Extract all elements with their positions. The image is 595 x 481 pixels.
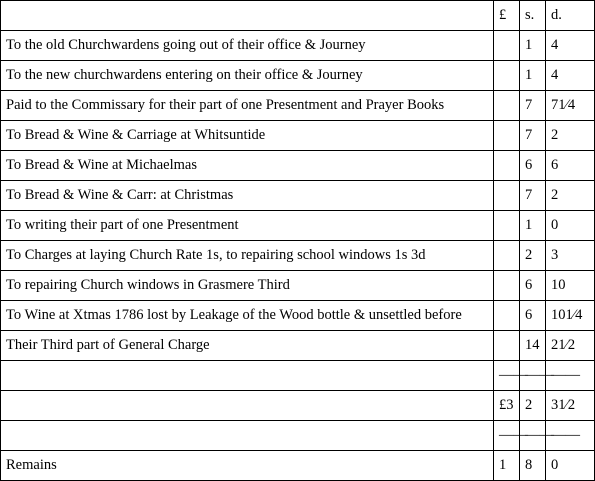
- entry-description-cell: Remains: [1, 451, 494, 481]
- ledger-entry-row: [1, 181, 595, 211]
- entry-shillings-cell: 2: [520, 391, 546, 421]
- entry-description-cell: To repairing Church windows in Grasmere Third: [1, 271, 494, 301]
- entry-pence-cell: 0: [546, 451, 595, 481]
- remains-row: [1, 451, 595, 481]
- entry-shillings-cell: 8: [520, 451, 546, 481]
- entry-shillings-cell: 7: [520, 91, 546, 121]
- entry-description-cell: [1, 361, 494, 391]
- ledger-entry-row: [1, 61, 595, 91]
- entry-pounds-cell: [494, 31, 520, 61]
- entry-description-cell: To Bread & Wine & Carr: at Christmas: [1, 181, 494, 211]
- total-row: [1, 391, 595, 421]
- entry-shillings-cell: ——: [520, 421, 546, 451]
- entry-description-cell: To Bread & Wine & Carriage at Whitsuntide: [1, 121, 494, 151]
- entry-pence-cell: 2: [546, 121, 595, 151]
- entry-shillings-cell: 7: [520, 121, 546, 151]
- entry-pence-cell: ——: [546, 361, 595, 391]
- entry-shillings-cell: 1: [520, 61, 546, 91]
- entry-description-cell: [1, 391, 494, 421]
- entry-description-cell: To the new churchwardens entering on their office & Journey: [1, 61, 494, 91]
- entry-description-cell: To writing their part of one Presentment: [1, 211, 494, 241]
- entry-shillings-cell: 6: [520, 301, 546, 331]
- entry-pounds-cell: [494, 61, 520, 91]
- entry-pounds-cell: [494, 301, 520, 331]
- entry-pence-cell: 71⁄4: [546, 91, 595, 121]
- entry-shillings-cell: 14: [520, 331, 546, 361]
- entry-pounds-cell: [494, 241, 520, 271]
- ledger-entry-row: [1, 31, 595, 61]
- entry-pence-cell: ——: [546, 421, 595, 451]
- entry-pounds-cell: [494, 121, 520, 151]
- entry-pounds-cell: [494, 91, 520, 121]
- entry-pounds-cell: [494, 271, 520, 301]
- entry-pounds-cell: £3: [494, 391, 520, 421]
- entry-description-cell: To Wine at Xtmas 1786 lost by Leakage of the Wood bottle & unsettled before: [1, 301, 494, 331]
- pounds-header: £: [494, 1, 520, 31]
- entry-pounds-cell: 1: [494, 451, 520, 481]
- ledger-entry-row: [1, 271, 595, 301]
- description-header: [1, 1, 494, 31]
- ledger-entry-row: [1, 241, 595, 271]
- entry-pence-cell: 4: [546, 61, 595, 91]
- rule-row: [1, 421, 595, 451]
- entry-shillings-cell: 2: [520, 241, 546, 271]
- entry-pounds-cell: ——: [494, 361, 520, 391]
- ledger-entry-row: [1, 211, 595, 241]
- entry-description-cell: Paid to the Commissary for their part of one Presentment and Prayer Books: [1, 91, 494, 121]
- entry-description-cell: [1, 421, 494, 451]
- entry-pence-cell: 10: [546, 271, 595, 301]
- entry-description-cell: To the old Churchwardens going out of their office & Journey: [1, 31, 494, 61]
- entry-pounds-cell: [494, 181, 520, 211]
- entry-shillings-cell: 1: [520, 211, 546, 241]
- entry-pence-cell: 31⁄2: [546, 391, 595, 421]
- ledger-entry-row: [1, 301, 595, 331]
- entry-pence-cell: 3: [546, 241, 595, 271]
- entry-shillings-cell: 1: [520, 31, 546, 61]
- entry-description-cell: To Charges at laying Church Rate 1s, to repairing school windows 1s 3d: [1, 241, 494, 271]
- ledger-body: [1, 1, 595, 481]
- shillings-header: s.: [520, 1, 546, 31]
- entry-shillings-cell: ——: [520, 361, 546, 391]
- entry-pence-cell: 2: [546, 181, 595, 211]
- entry-shillings-cell: 6: [520, 151, 546, 181]
- entry-pounds-cell: [494, 211, 520, 241]
- entry-shillings-cell: 7: [520, 181, 546, 211]
- entry-pence-cell: 21⁄2: [546, 331, 595, 361]
- ledger-entry-row: [1, 331, 595, 361]
- entry-description-cell: To Bread & Wine at Michaelmas: [1, 151, 494, 181]
- entry-pence-cell: 101⁄4: [546, 301, 595, 331]
- ledger-entry-row: [1, 121, 595, 151]
- entry-shillings-cell: 6: [520, 271, 546, 301]
- entry-pounds-cell: [494, 151, 520, 181]
- entry-pence-cell: 4: [546, 31, 595, 61]
- entry-pounds-cell: [494, 331, 520, 361]
- header-row: [1, 1, 595, 31]
- rule-row: [1, 361, 595, 391]
- entry-pence-cell: 6: [546, 151, 595, 181]
- ledger-entry-row: [1, 91, 595, 121]
- entry-pounds-cell: ——: [494, 421, 520, 451]
- entry-description-cell: Their Third part of General Charge: [1, 331, 494, 361]
- pence-header: d.: [546, 1, 595, 31]
- entry-pence-cell: 0: [546, 211, 595, 241]
- ledger-entry-row: [1, 151, 595, 181]
